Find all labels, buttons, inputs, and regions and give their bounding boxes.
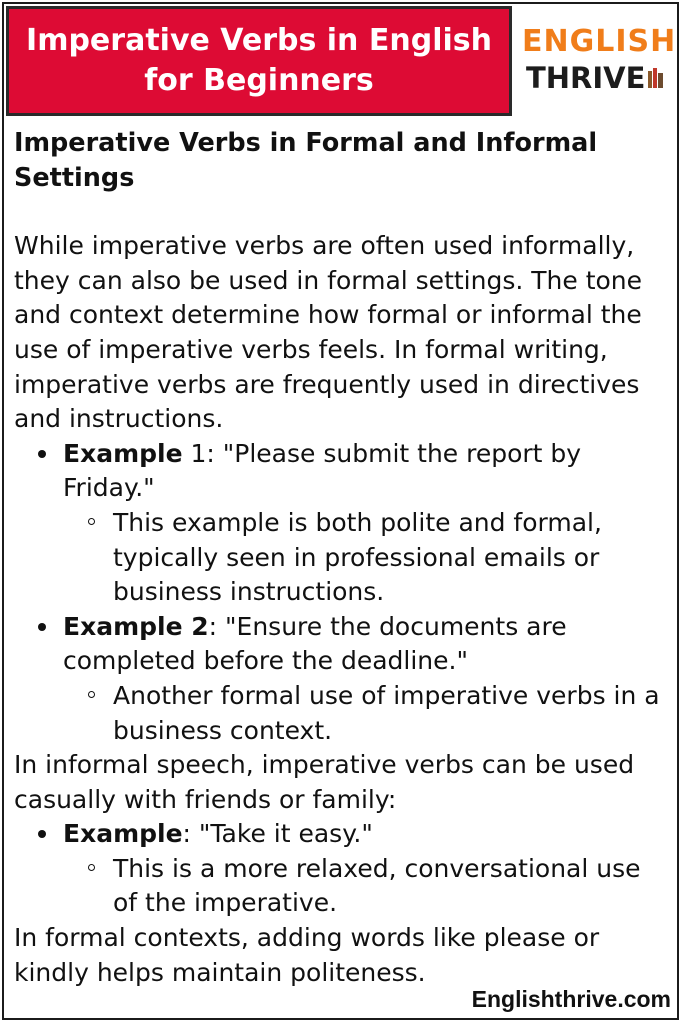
- sub-list-item: [14, 852, 668, 921]
- formal-examples-list: [14, 437, 668, 748]
- books-icon: [648, 68, 664, 88]
- list-item: [14, 610, 668, 679]
- logo-bottom-text: THRIVE: [526, 61, 646, 95]
- title-banner: [6, 6, 512, 116]
- english-thrive-logo: [522, 24, 677, 104]
- sub-list-item: [14, 679, 668, 748]
- title-line-1: Imperative Verbs in English: [26, 23, 492, 58]
- example-note: This example is both polite and formal, typically seen in professional emails or business instructions.: [113, 507, 602, 607]
- example-note: Another formal use of imperative verbs in a business context.: [113, 680, 660, 745]
- closing-paragraph: In formal contexts, adding words like please or kindly helps maintain politeness.: [14, 923, 600, 987]
- example-label-suffix: 1: [182, 438, 207, 468]
- informal-examples-list: [14, 817, 668, 921]
- list-item: [14, 437, 668, 506]
- list-item: [14, 817, 668, 852]
- title-line-2: for Beginners: [144, 63, 374, 98]
- logo-top-text: ENGLISH: [522, 24, 677, 59]
- example-label: Example: [63, 819, 183, 849]
- example-note: This is a more relaxed, conversational use of the imperative.: [113, 853, 641, 918]
- section-heading: Imperative Verbs in Formal and Informal Settings: [14, 128, 598, 193]
- informal-intro-paragraph: In informal speech, imperative verbs can be used casually with friends or family:: [14, 750, 635, 814]
- example-text: : "Please submit the report by Friday.": [63, 438, 582, 503]
- website-link[interactable]: Englishthrive.com: [472, 983, 671, 1015]
- example-label: Example: [63, 438, 183, 468]
- example-text: : "Take it easy.": [182, 819, 373, 849]
- article-body: [14, 126, 668, 990]
- sub-list-item: [14, 506, 668, 610]
- intro-paragraph: While imperative verbs are often used informally, they can also be used in formal settings. The tone and context determine how formal or informal the use of imperative verbs feels. In formal writing, imperative verbs are frequently used in directives and instructions.: [14, 231, 643, 434]
- example-label: Example 2: [63, 611, 209, 641]
- example-text: : "Ensure the documents are completed before the deadline.": [63, 611, 567, 676]
